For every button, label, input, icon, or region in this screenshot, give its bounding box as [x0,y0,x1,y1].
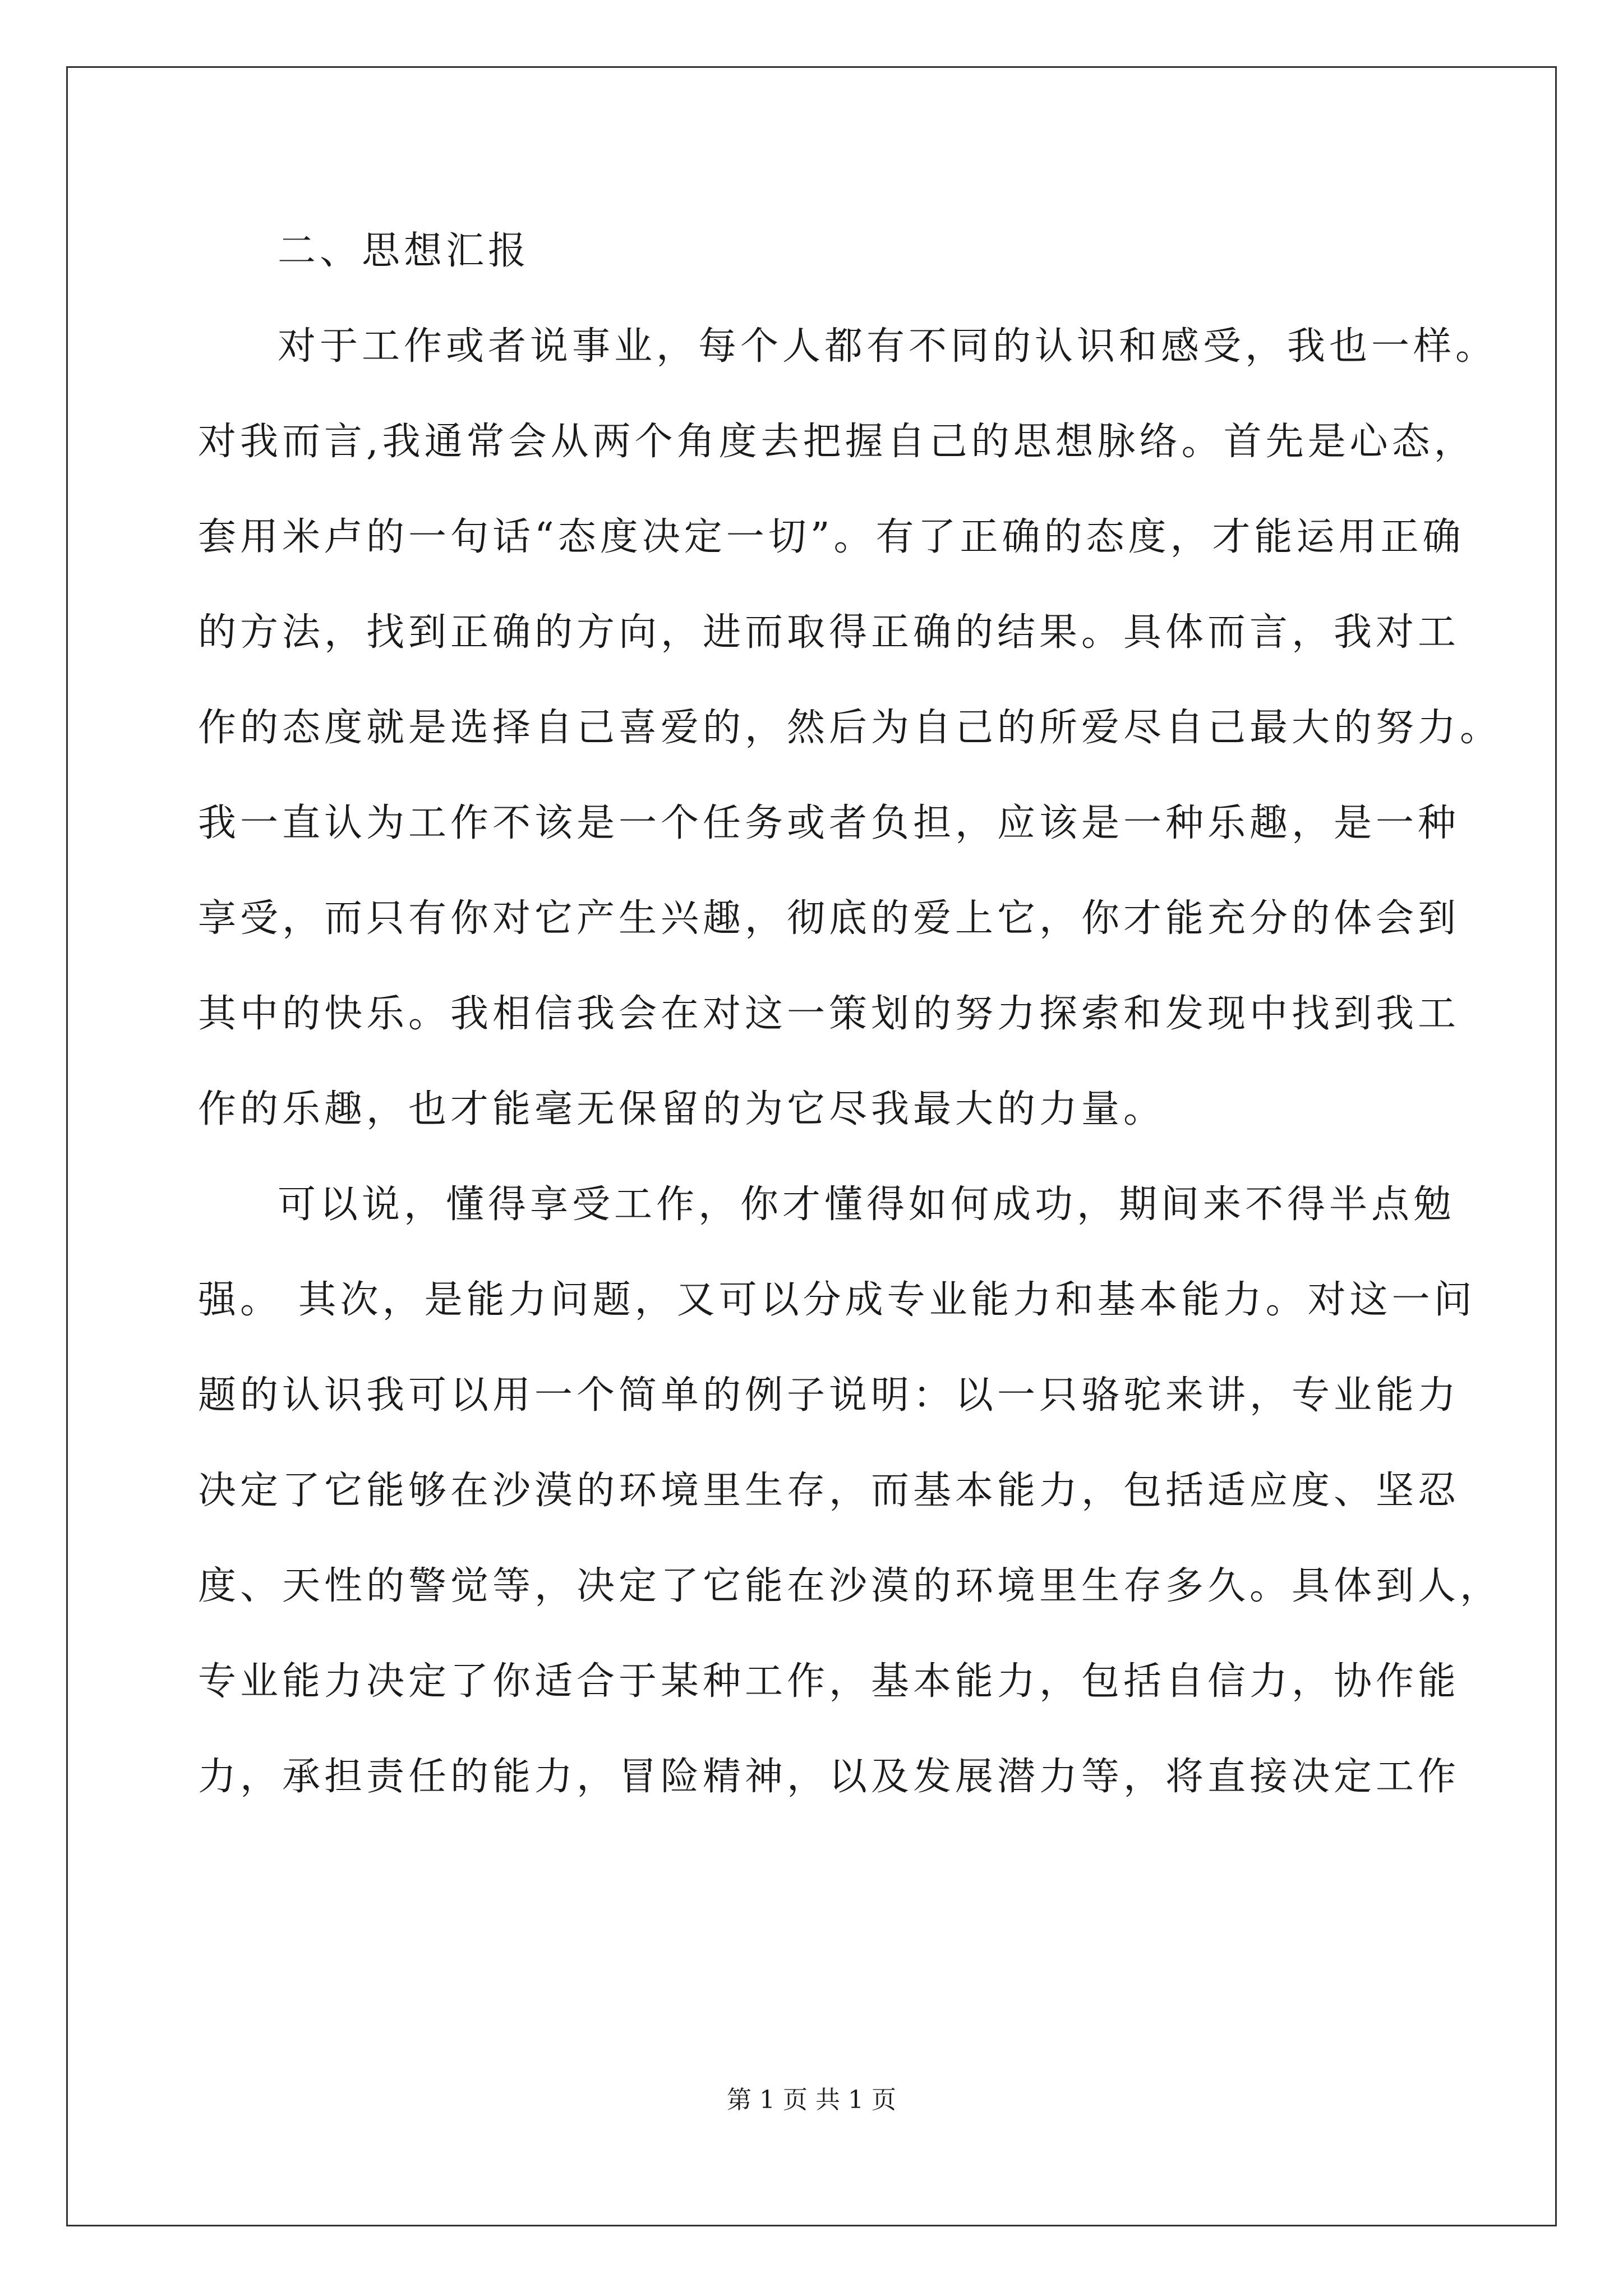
paragraph-2-line-4: 决定了它能够在沙漠的环境里生存，而基本能力，包括适应度、坚忍 [198,1469,1460,1513]
paragraph-1-line-8: 其中的快乐。我相信我会在对这一策划的努力探索和发现中找到我工 [198,992,1460,1036]
paragraph-2-line-6: 专业能力决定了你适合于某种工作，基本能力，包括自信力，协作能 [198,1659,1460,1704]
paragraph-1-line-6: 我一直认为工作不该是一个任务或者负担，应该是一种乐趣，是一种 [198,801,1460,845]
paragraph-2-line-3: 题的认识我可以用一个简单的例子说明：以一只骆驼来讲，专业能力 [198,1373,1460,1418]
section-heading: 二、思想汇报 [278,229,531,273]
paragraph-1-line-3: 套用米卢的一句话“态度决定一切”。有了正确的态度，才能运用正确 [198,515,1465,559]
page-border [66,66,1557,2226]
paragraph-2-line-7: 力，承担责任的能力，冒险精神，以及发展潜力等，将直接决定工作 [198,1755,1460,1799]
paragraph-1-line-2: 对我而言,我通常会从两个角度去把握自己的思想脉络。首先是心态， [198,420,1476,464]
paragraph-1-line-5: 作的态度就是选择自己喜爱的，然后为自己的所爱尽自己最大的努力。 [198,706,1502,750]
paragraph-1-line-4: 的方法，找到正确的方向，进而取得正确的结果。具体而言，我对工 [198,610,1460,655]
paragraph-2-line-2: 强。 其次，是能力问题，又可以分成专业能力和基本能力。对这一问 [198,1278,1476,1322]
paragraph-1-line-1: 对于工作或者说事业，每个人都有不同的认识和感受，我也一样。 [278,324,1498,369]
paragraph-1-line-9: 作的乐趣，也才能毫无保留的为它尽我最大的力量。 [198,1087,1166,1131]
page-footer: 第 1 页 共 1 页 [727,2086,896,2114]
paragraph-1-line-7: 享受，而只有你对它产生兴趣，彻底的爱上它，你才能充分的体会到 [198,896,1460,941]
paragraph-2-line-1: 可以说，懂得享受工作，你才懂得如何成功，期间来不得半点勉 [278,1182,1456,1227]
paragraph-2-line-5: 度、天性的警觉等，决定了它能在沙漠的环境里生存多久。具体到人， [198,1564,1502,1608]
